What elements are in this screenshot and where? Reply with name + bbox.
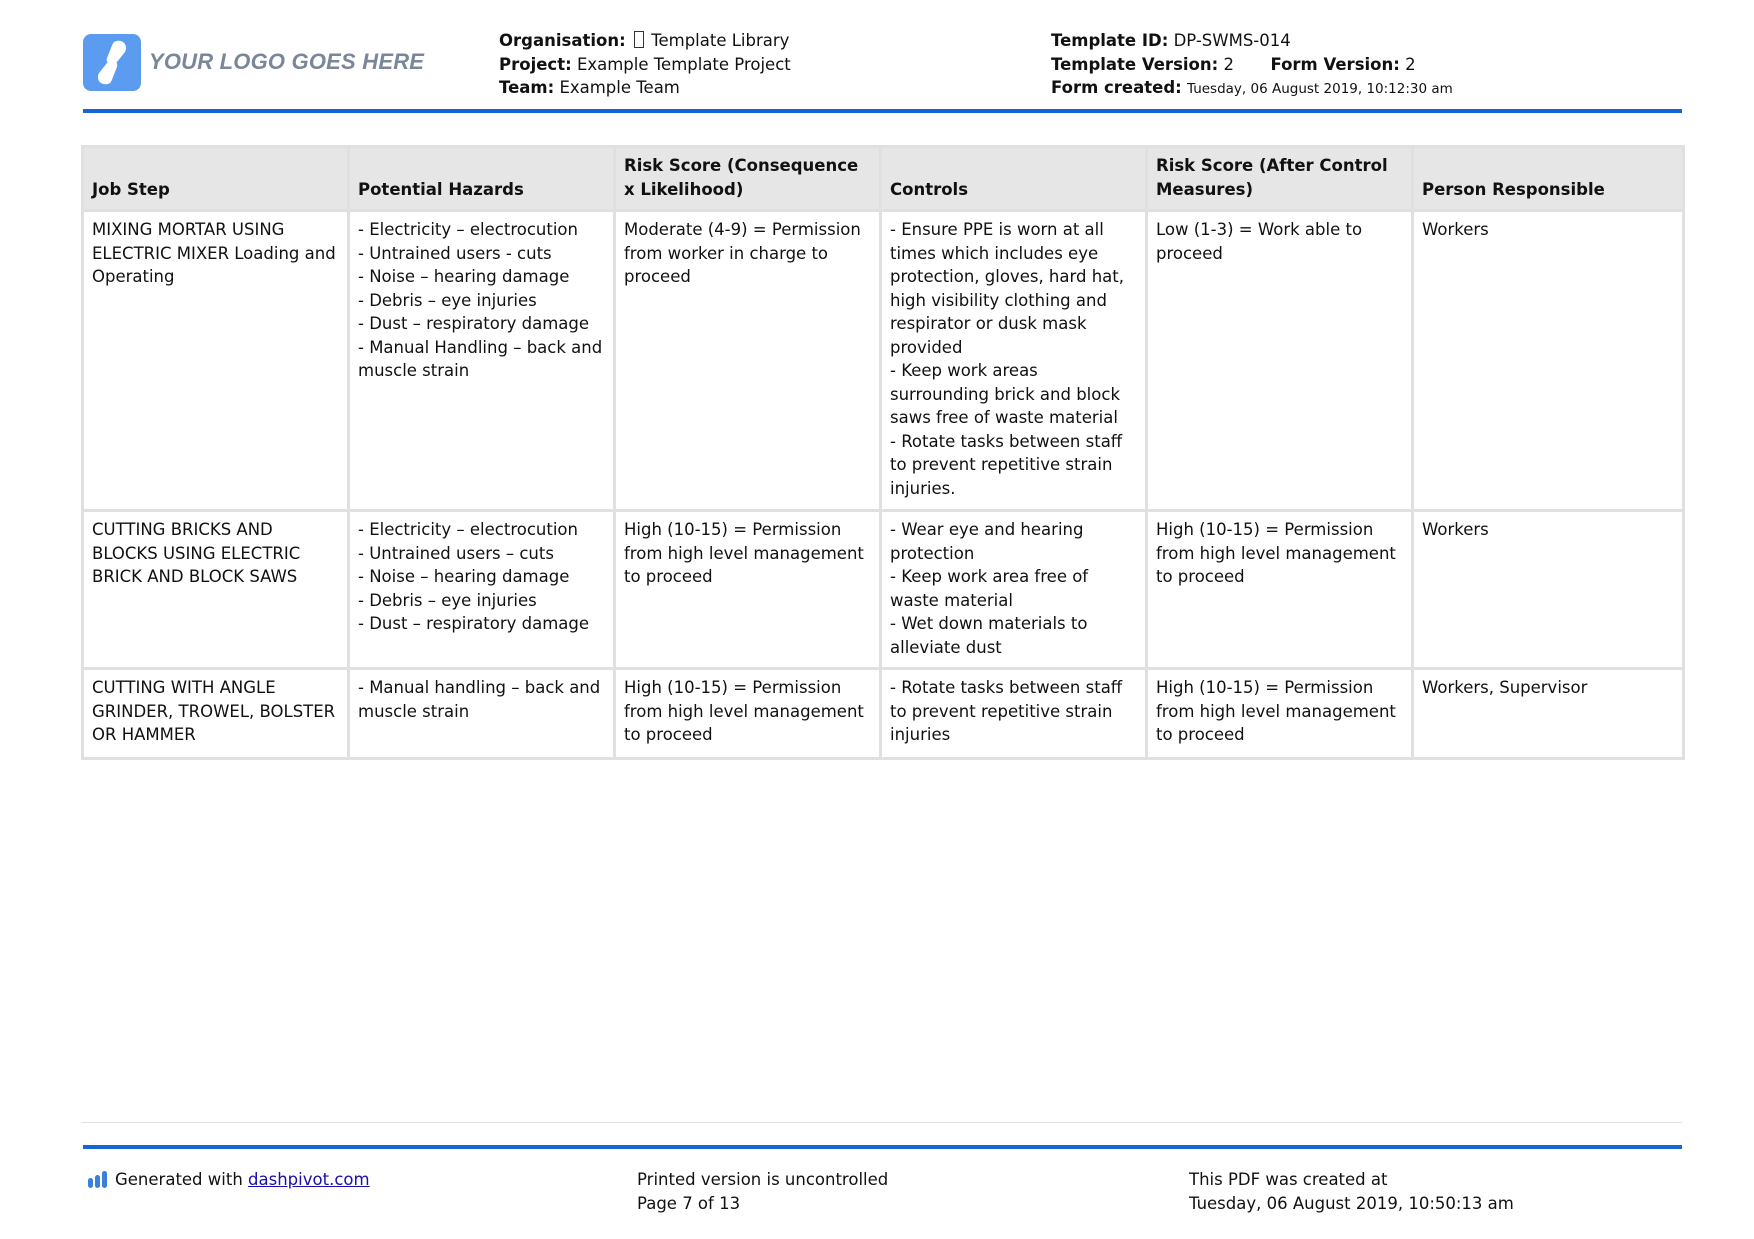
hazard-item: - Noise – hearing damage [358, 567, 570, 586]
form-created-value: Tuesday, 06 August 2019, 10:12:30 am [1187, 81, 1453, 97]
column-header-job-step: Job Step [83, 147, 349, 211]
hazard-item: - Manual handling – back and muscle strain [358, 678, 601, 721]
job-step-cell: MIXING MORTAR USING ELECTRIC MIXER Loading and Operating [83, 211, 349, 511]
hazard-item: - Untrained users - cuts [358, 243, 552, 263]
column-header-potential-hazards: Potential Hazards [349, 147, 615, 211]
template-id-value: DP-SWMS-014 [1173, 31, 1291, 50]
template-version-label: Template Version: [1051, 54, 1219, 74]
job-step-cell: CUTTING BRICKS AND BLOCKS USING ELECTRIC BRICK AND BLOCK SAWS [83, 511, 349, 669]
hazard-item: - Dust – respiratory damage [358, 614, 590, 633]
dashpivot-link[interactable]: dashpivot.com [248, 1170, 370, 1189]
column-header-risk-score-after: Risk Score (After Control Measures) [1147, 147, 1413, 211]
organisation-label: Organisation: [499, 31, 626, 50]
template-id-label: Template ID: [1051, 31, 1169, 50]
controls-cell [881, 511, 1147, 669]
table-row [83, 211, 1684, 511]
risk-before-cell: Moderate (4-9) = Permission from worker in charge to proceed [615, 211, 881, 511]
table-header-row [83, 147, 1684, 211]
person-responsible-cell: Workers [1413, 511, 1684, 669]
control-item: - Rotate tasks between staff to prevent repetitive strain injuries [890, 678, 1123, 744]
hazards-cell [349, 511, 615, 669]
person-responsible-cell: Workers [1413, 211, 1684, 511]
job-step-cell: CUTTING WITH ANGLE GRINDER, TROWEL, BOLSTER OR HAMMER [83, 669, 349, 759]
risk-after-cell: Low (1-3) = Work able to proceed [1147, 211, 1413, 511]
hazard-item: - Untrained users – cuts [358, 543, 554, 563]
hazard-item: - Noise – hearing damage [358, 267, 570, 286]
risk-after-cell: High (10-15) = Permission from high level management to proceed [1147, 669, 1413, 759]
pdf-created-label: This PDF was created at [1189, 1170, 1388, 1189]
missing-glyph-icon [634, 31, 644, 48]
risk-after-cell: High (10-15) = Permission from high level management to proceed [1147, 511, 1413, 669]
risk-before-cell: High (10-15) = Permission from high level management to proceed [615, 511, 881, 669]
company-logo [83, 34, 141, 91]
project-label: Project: [499, 54, 572, 74]
logo-placeholder-text: YOUR LOGO GOES HERE [149, 49, 425, 74]
person-responsible-cell: Workers, Supervisor [1413, 669, 1684, 759]
footer-pdf-created [1189, 1168, 1514, 1215]
team-label: Team: [499, 78, 555, 97]
header-organisation-block [499, 29, 791, 100]
control-item: - Keep work area free of waste material [890, 567, 1089, 610]
hazard-item: - Electricity – electrocution [358, 520, 578, 539]
form-version-label: Form Version: [1270, 54, 1400, 74]
hazard-item: - Dust – respiratory damage [358, 314, 590, 333]
hazard-item: - Debris – eye injuries [358, 290, 537, 310]
team-value: Example Team [559, 78, 680, 97]
project-value: Example Template Project [576, 54, 791, 74]
controls-cell [881, 211, 1147, 511]
table-row [83, 669, 1684, 759]
organisation-row [499, 29, 791, 53]
control-item: - Keep work areas surrounding brick and block saws free of waste material [890, 361, 1120, 427]
control-item: - Wet down materials to alleviate dust [890, 614, 1088, 657]
control-item: - Rotate tasks between staff to prevent repetitive strain injuries. [890, 431, 1123, 498]
column-header-person-responsible: Person Responsible [1413, 147, 1684, 211]
control-item: - Ensure PPE is worn at all times which includes eye protection, gloves, hard hat, high visibility clothing and respirator or dusk mask provided [890, 220, 1124, 357]
footer-separator [81, 1122, 1682, 1123]
form-created-row [1051, 76, 1453, 102]
footer-print-info [637, 1168, 888, 1215]
hazard-item: - Electricity – electrocution [358, 220, 578, 239]
footer-generated [87, 1168, 370, 1195]
hazards-cell [349, 211, 615, 511]
form-created-label: Form created: [1051, 78, 1182, 97]
version-row [1051, 53, 1453, 77]
organisation-value: Template Library [651, 31, 790, 50]
template-id-row [1051, 29, 1453, 53]
column-header-risk-score-before: Risk Score (Consequence x Likelihood) [615, 147, 881, 211]
team-row [499, 76, 791, 100]
project-row [499, 53, 791, 77]
control-item: - Wear eye and hearing protection [890, 520, 1084, 563]
footer-divider [83, 1145, 1682, 1149]
table-row [83, 511, 1684, 669]
hazard-item: - Manual Handling – back and muscle strain [358, 337, 603, 380]
column-header-controls: Controls [881, 147, 1147, 211]
header-divider [83, 109, 1682, 113]
header-template-block [1051, 29, 1453, 102]
generated-prefix: Generated with [115, 1170, 243, 1189]
printed-notice: Printed version is uncontrolled [637, 1170, 889, 1189]
risk-before-cell: High (10-15) = Permission from high level management to proceed [615, 669, 881, 759]
pdf-created-value: Tuesday, 06 August 2019, 10:50:13 am [1189, 1193, 1514, 1213]
controls-cell [881, 669, 1147, 759]
swms-table [81, 145, 1685, 760]
dashpivot-bars-icon [87, 1170, 109, 1195]
form-version-value: 2 [1405, 54, 1416, 74]
page-info: Page 7 of 13 [637, 1193, 741, 1213]
template-version-value: 2 [1223, 54, 1234, 74]
hazards-cell [349, 669, 615, 759]
logo-mark-icon [83, 34, 141, 91]
hazard-item: - Debris – eye injuries [358, 590, 537, 610]
